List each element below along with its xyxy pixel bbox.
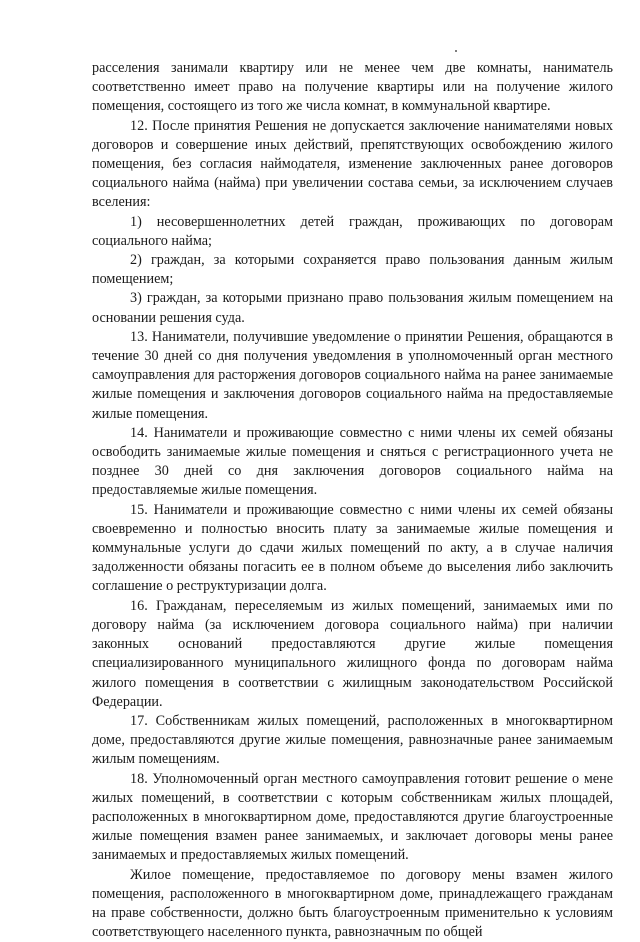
paragraph-12: 12. После принятия Решения не допускается заключение нанимателями новых договоров и совершение иных действий, препятствующих освобождению жилого помещения, без согласия наймодателя, изменение заключенных ранее договоров социального найма (найма) при увеличении состава семьи, за исключением случаев вселения:	[92, 117, 613, 211]
paragraph-continuation: расселения занимали квартиру или не менее чем две комнаты, наниматель соответственно имеет право на получение квартиры или на получение жилого помещения, состоящего из того же числа комнат, в коммунальной квартире.	[92, 60, 613, 115]
paragraph-16: 16. Гражданам, переселяемым из жилых помещений, занимаемых ими по договору найма (за исключением договора социального найма) при наличии законных оснований предоставляются другие жилые помещения специализированного муниципального жилищного фонда по договорам найма жилого помещения в соответствии с жилищным законодательством Российской Федерации.	[92, 597, 613, 710]
paragraph-12-item-1: 1) несовершеннолетних детей граждан, проживающих по договорам социального найма;	[92, 213, 613, 249]
paragraph-12-item-2: 2) граждан, за которыми сохраняется право пользования данным жилым помещением;	[92, 252, 613, 288]
paragraph-18-continuation: Жилое помещение, предоставляемое по договору мены взамен жилого помещения, расположенного в многоквартирном доме, принадлежащего гражданам на праве собственности, должно быть благоустроенным применительно к условиям соответствующего населенного пункта, равнозначным по общей	[92, 866, 613, 941]
paragraph-18: 18. Уполномоченный орган местного самоуправления готовит решение о мене жилых помещений, в соответствии с которым собственникам жилых площадей, расположенных в многоквартирном доме, предоставляются другие благоустроенные жилые помещения взамен ранее занимаемых, и заключает договоры мены ранее занимаемых и предоставляемых жилых помещений.	[92, 770, 613, 864]
paragraph-12-item-3: 3) граждан, за которыми признано право пользования жилым помещением на основании решения суда.	[92, 290, 613, 326]
document-body	[92, 59, 613, 942]
paragraph-13: 13. Наниматели, получившие уведомление о принятии Решения, обращаются в течение 30 дней со дня получения уведомления в уполномоченный орган местного самоуправления для расторжения договоров социального найма на ранее занимаемые жилые помещения и заключения договоров социального найма на предоставляемые жилые помещения.	[92, 328, 613, 422]
paragraph-14: 14. Наниматели и проживающие совместно с ними члены их семей обязаны освободить занимаемые жилые помещения и сняться с регистрационного учета не позднее 30 дней со дня заключения договоров социального найма на предоставляемые жилые помещения.	[92, 424, 613, 499]
paragraph-15: 15. Наниматели и проживающие совместно с ними члены их семей обязаны своевременно и полностью вносить плату за занимаемые жилые помещения и коммунальные услуги до сдачи жилых помещений по акту, а в случае наличия задолженности обязаны погасить ее в полном объеме до выселения либо заключить соглашение о реструктуризации долга.	[92, 501, 613, 595]
scan-speck	[455, 50, 457, 52]
paragraph-17: 17. Собственникам жилых помещений, расположенных в многоквартирном доме, предоставляются другие жилые помещения, равнозначные ранее занимаемым жилым помещениям.	[92, 712, 613, 768]
